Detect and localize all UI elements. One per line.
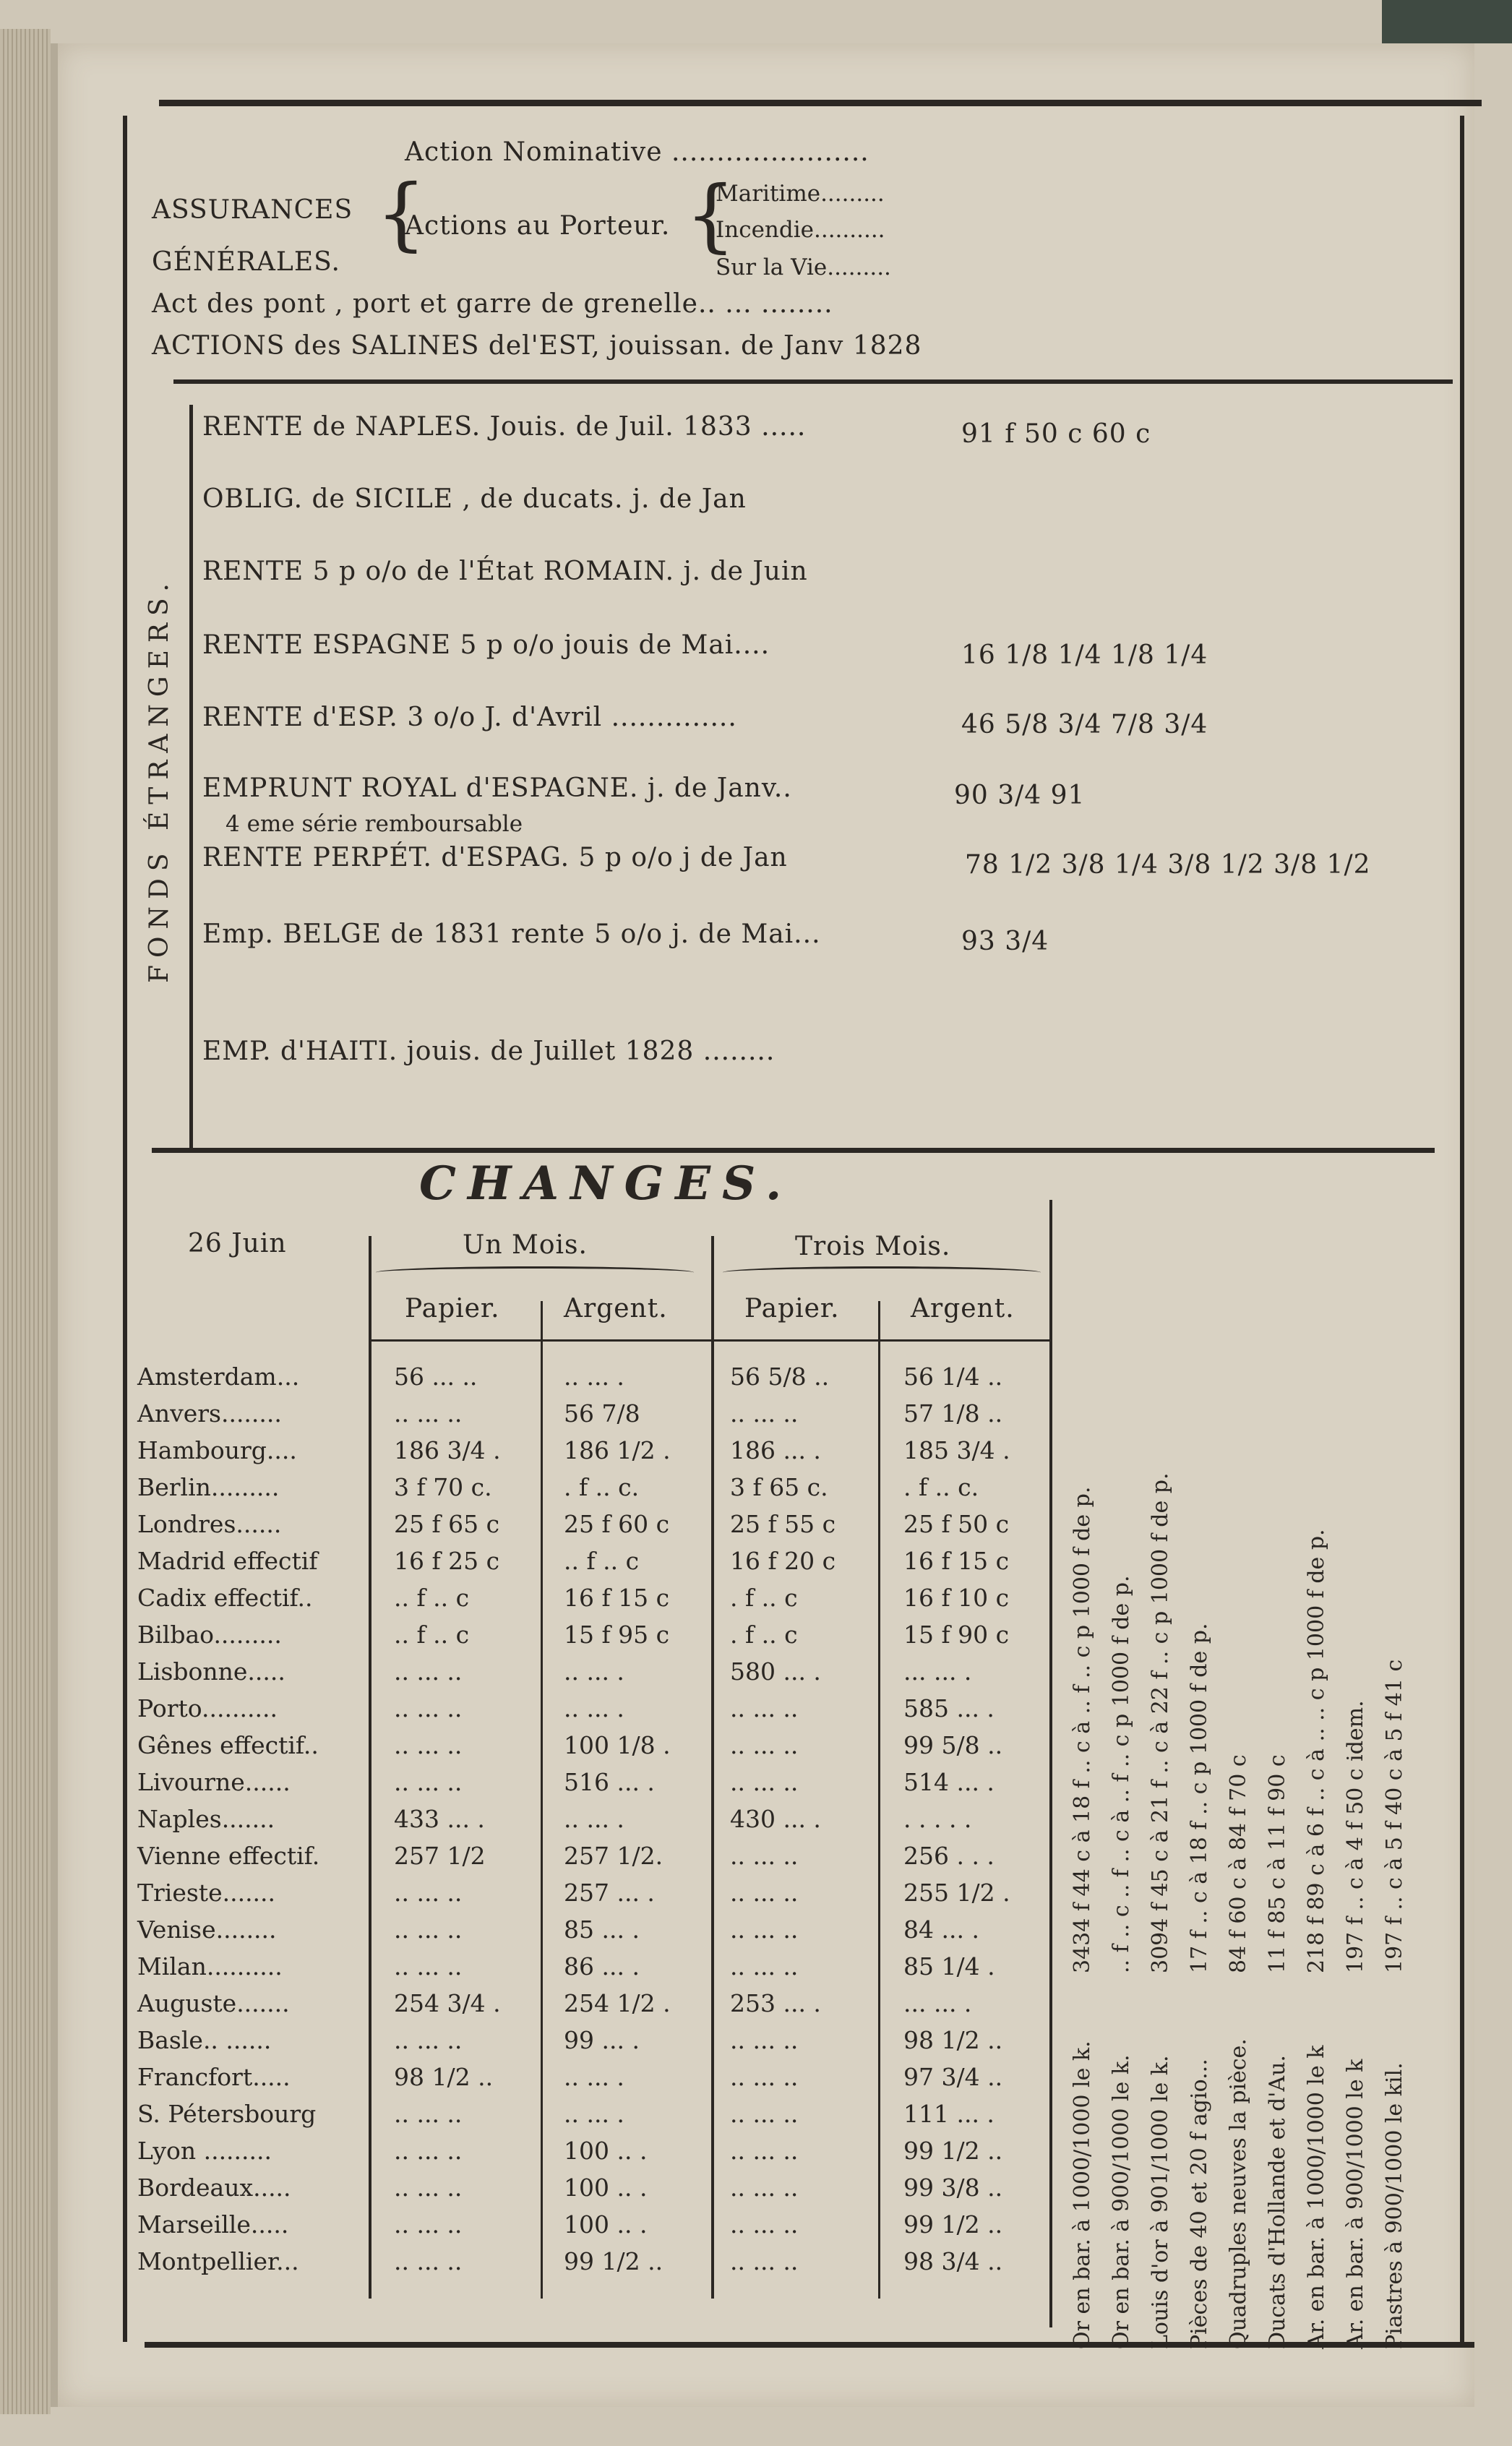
city-name: S. Pétersbourg: [137, 2100, 317, 2128]
rate-p1: .. ... ..: [394, 2173, 463, 2202]
rate-p3: 56 5/8 ..: [730, 1363, 830, 1391]
actions-pont: Act des pont , port et garre de grenelle.. ... ........: [152, 289, 833, 319]
rates-table: [137, 1363, 1077, 2302]
city-name: Marseille.....: [137, 2210, 289, 2239]
rate-a3: 111 ... .: [903, 2100, 995, 2128]
assurances-label-1: ASSURANCES: [152, 195, 353, 225]
un-mois-header: Un Mois.: [463, 1230, 588, 1260]
rate-p1: 433 ... .: [394, 1805, 485, 1833]
rate-p1: .. ... ..: [394, 2100, 463, 2128]
rate-p3: .. ... ..: [730, 2173, 799, 2202]
rate-p1: .. f .. c: [394, 1584, 470, 1612]
fonds-item-value: 16 1/8 1/4 1/8 1/4: [961, 640, 1208, 670]
fonds-item-name: RENTE PERPÉT. d'ESPAG. 5 p o/o j de Jan: [202, 843, 788, 872]
rate-a1: 257 ... .: [564, 1879, 655, 1907]
city-name: Bilbao.........: [137, 1621, 282, 1649]
metal-value: 197 f .. c à 4 f 50 c idem.: [1343, 1700, 1368, 1973]
rate-p1: 98 1/2 ..: [394, 2063, 494, 2091]
rate-p1: 3 f 70 c.: [394, 1473, 492, 1501]
changes-date: 26 Juin: [188, 1229, 287, 1258]
city-name: Livourne......: [137, 1768, 291, 1796]
table-row: [137, 1584, 1149, 1621]
papier-header-3: Papier.: [744, 1294, 840, 1323]
rate-a1: 99 1/2 ..: [564, 2247, 663, 2275]
right-border: [1460, 116, 1464, 2342]
city-name: Gênes effectif..: [137, 1731, 319, 1759]
metal-value: 218 f 89 c à 6 f .. c à .. .. c p 1000 f de p.: [1304, 1529, 1329, 1973]
table-row: [137, 2137, 1149, 2173]
table-row: [137, 1952, 1149, 1989]
rate-a3: ... ... .: [903, 1989, 972, 2017]
fonds-item-name: Emp. BELGE de 1831 rente 5 o/o j. de Mai...: [202, 919, 821, 949]
header-underline: [370, 1339, 1049, 1342]
rate-p3: .. ... ..: [730, 1915, 799, 1944]
city-name: Vienne effectif.: [137, 1842, 320, 1870]
book-page-edges: [0, 29, 51, 2414]
table-row: [137, 2100, 1149, 2137]
rate-p1: .. ... ..: [394, 1694, 463, 1722]
rate-p3: .. ... ..: [730, 1694, 799, 1722]
metal-label: Ar. en bar. à 1000/1000 le k: [1304, 2045, 1329, 2349]
assurances-brace: {: [376, 167, 426, 259]
book-cover-corner: [1382, 0, 1512, 43]
rate-p1: .. ... ..: [394, 2137, 463, 2165]
metal-label: Louis d'or à 901/1000 le k.: [1148, 2055, 1173, 2349]
rate-a3: 585 ... .: [903, 1694, 995, 1722]
metal-value: .. f .. c .. f .. c à .. f .. c p 1000 f de p.: [1109, 1575, 1134, 1973]
trois-mois-bracket: [723, 1266, 1041, 1279]
table-row: [137, 2247, 1149, 2284]
assurances-label-2: GÉNÉRALES.: [152, 247, 340, 277]
rate-a1: .. ... .: [564, 1657, 624, 1686]
fonds-item-name: RENTE d'ESP. 3 o/o J. d'Avril ..............: [202, 703, 737, 732]
city-name: Basle.. ......: [137, 2026, 272, 2054]
city-name: Lisbonne.....: [137, 1657, 285, 1686]
rate-a1: 56 7/8: [564, 1399, 640, 1428]
changes-title: CHANGES.: [419, 1157, 794, 1211]
rate-a1: .. ... .: [564, 1694, 624, 1722]
rate-p3: 16 f 20 c: [730, 1547, 836, 1575]
rate-a1: 99 ... .: [564, 2026, 640, 2054]
table-row: [137, 1547, 1149, 1584]
metal-label: Or en bar. à 1000/1000 le k.: [1070, 2041, 1095, 2349]
rate-p3: .. ... ..: [730, 2247, 799, 2275]
rate-p3: .. ... ..: [730, 2026, 799, 2054]
fonds-item-value: 91 f 50 c 60 c: [961, 419, 1151, 449]
rate-a1: .. ... .: [564, 2063, 624, 2091]
rate-a3: 85 1/4 .: [903, 1952, 995, 1981]
metals-section: [1062, 1200, 1453, 2356]
rate-a3: 16 f 15 c: [903, 1547, 1010, 1575]
rate-a3: 99 1/2 ..: [903, 2137, 1003, 2165]
rate-a1: 15 f 95 c: [564, 1621, 670, 1649]
city-name: Hambourg....: [137, 1436, 297, 1464]
rate-a1: 25 f 60 c: [564, 1510, 670, 1538]
rate-a3: 99 3/8 ..: [903, 2173, 1003, 2202]
metal-value: 3094 f 45 c à 21 f .. c à 22 f .. c p 1000 f de p.: [1148, 1472, 1173, 1973]
table-row: [137, 1915, 1149, 1952]
city-name: Milan..........: [137, 1952, 283, 1981]
metal-value: 197 f .. c à 5 f 40 c à 5 f 41 c: [1382, 1659, 1407, 1973]
fonds-sub-note: 4 eme série remboursable: [225, 811, 523, 837]
fonds-item-value: 46 5/8 3/4 7/8 3/4: [961, 710, 1208, 739]
city-name: Londres......: [137, 1510, 282, 1538]
rate-p3: .. ... ..: [730, 1399, 799, 1428]
rate-p3: .. ... ..: [730, 2063, 799, 2091]
rate-p1: .. f .. c: [394, 1621, 470, 1649]
table-row: [137, 1399, 1149, 1436]
metal-label: Or en bar. à 900/1000 le k.: [1109, 2054, 1134, 2349]
top-border: [159, 100, 1482, 106]
rate-a3: 99 5/8 ..: [903, 1731, 1003, 1759]
left-border: [123, 116, 127, 2342]
table-row: [137, 1805, 1149, 1842]
rate-a1: .. ... .: [564, 1805, 624, 1833]
table-row: [137, 2026, 1149, 2063]
rate-a1: .. f .. c: [564, 1547, 640, 1575]
rate-a3: 99 1/2 ..: [903, 2210, 1003, 2239]
table-row: [137, 1989, 1149, 2026]
rate-p3: .. ... ..: [730, 1731, 799, 1759]
rate-a3: 56 1/4 ..: [903, 1363, 1003, 1391]
rate-p1: .. ... ..: [394, 2210, 463, 2239]
rate-p3: 430 ... .: [730, 1805, 821, 1833]
argent-header-1: Argent.: [564, 1294, 668, 1323]
rate-a3: 256 . . .: [903, 1842, 995, 1870]
rate-p3: .. ... ..: [730, 1768, 799, 1796]
rate-p1: .. ... ..: [394, 2247, 463, 2275]
rate-p3: 186 ... .: [730, 1436, 821, 1464]
rate-p1: 16 f 25 c: [394, 1547, 500, 1575]
rate-p3: 253 ... .: [730, 1989, 821, 2017]
rate-p3: .. ... ..: [730, 1952, 799, 1981]
city-name: Venise........: [137, 1915, 277, 1944]
rate-a1: 100 .. .: [564, 2210, 648, 2239]
table-row: [137, 1621, 1149, 1657]
assurance-maritime: Maritime.........: [716, 181, 885, 207]
rate-a3: 16 f 10 c: [903, 1584, 1010, 1612]
ledger-page: [51, 43, 1474, 2407]
rate-p3: .. ... ..: [730, 1879, 799, 1907]
rate-p1: 25 f 65 c: [394, 1510, 500, 1538]
rate-p1: 257 1/2: [394, 1842, 486, 1870]
table-row: [137, 2173, 1149, 2210]
rate-p1: .. ... ..: [394, 1731, 463, 1759]
table-row: [137, 2063, 1149, 2100]
city-name: Trieste.......: [137, 1879, 276, 1907]
rate-p1: .. ... ..: [394, 1915, 463, 1944]
city-name: Bordeaux.....: [137, 2173, 291, 2202]
rate-p3: .. ... ..: [730, 2137, 799, 2165]
rate-a1: . f .. c.: [564, 1473, 640, 1501]
rate-a1: 86 ... .: [564, 1952, 640, 1981]
metal-value: 84 f 60 c à 84 f 70 c: [1226, 1754, 1251, 1973]
rate-p1: .. ... ..: [394, 1399, 463, 1428]
table-row: [137, 1657, 1149, 1694]
rate-p1: 186 3/4 .: [394, 1436, 501, 1464]
city-name: Anvers........: [137, 1399, 282, 1428]
fonds-item-name: EMP. d'HAITI. jouis. de Juillet 1828 ........: [202, 1037, 776, 1066]
rate-a1: 100 .. .: [564, 2173, 648, 2202]
rate-a1: 257 1/2.: [564, 1842, 663, 1870]
fonds-item-value: 78 1/2 3/8 1/4 3/8 1/2 3/8 1/2: [965, 850, 1371, 880]
metal-label: Ducats d'Hollande et d'Au.: [1265, 2055, 1290, 2349]
actions-salines: ACTIONS des SALINES del'EST, jouissan. de Janv 1828: [152, 331, 922, 361]
rate-a1: 85 ... .: [564, 1915, 640, 1944]
rate-p3: 25 f 55 c: [730, 1510, 836, 1538]
fonds-item-name: RENTE 5 p o/o de l'État ROMAIN. j. de Juin: [202, 557, 808, 586]
table-row: [137, 1510, 1149, 1547]
fonds-top-rule: [173, 379, 1453, 384]
rate-a3: 98 3/4 ..: [903, 2247, 1003, 2275]
rate-p1: .. ... ..: [394, 1768, 463, 1796]
city-name: Berlin.........: [137, 1473, 280, 1501]
table-row: [137, 1879, 1149, 1915]
table-row: [137, 1363, 1149, 1399]
rate-p3: 580 ... .: [730, 1657, 821, 1686]
rate-p1: 56 ... ..: [394, 1363, 478, 1391]
table-row: [137, 1731, 1149, 1768]
metal-label: Pièces de 40 et 20 f agio...: [1187, 2059, 1212, 2349]
assurance-incendie: Incendie..........: [716, 217, 885, 243]
rate-a3: 514 ... .: [903, 1768, 995, 1796]
assurance-vie: Sur la Vie.........: [716, 254, 891, 280]
rate-a3: 84 ... .: [903, 1915, 979, 1944]
rate-a1: .. ... .: [564, 2100, 624, 2128]
city-name: Auguste.......: [137, 1989, 290, 2017]
trois-mois-header: Trois Mois.: [795, 1232, 951, 1261]
rate-p1: .. ... ..: [394, 1657, 463, 1686]
fonds-item-name: RENTE ESPAGNE 5 p o/o jouis de Mai....: [202, 630, 770, 660]
rate-p3: . f .. c: [730, 1584, 798, 1612]
table-row: [137, 2210, 1149, 2247]
metal-label: Ar. en bar. à 900/1000 le k: [1343, 2059, 1368, 2349]
rate-a1: 516 ... .: [564, 1768, 655, 1796]
city-name: Francfort.....: [137, 2063, 291, 2091]
rate-a3: . f .. c.: [903, 1473, 979, 1501]
rate-a3: . . . . .: [903, 1805, 972, 1833]
metal-label: Piastres à 900/1000 le kil.: [1382, 2062, 1407, 2349]
fonds-item-name: RENTE de NAPLES. Jouis. de Juil. 1833 .....: [202, 412, 807, 442]
rate-a3: 57 1/8 ..: [903, 1399, 1003, 1428]
rate-p1: 254 3/4 .: [394, 1989, 501, 2017]
rate-a3: ... ... .: [903, 1657, 972, 1686]
city-name: Naples.......: [137, 1805, 275, 1833]
rate-p3: 3 f 65 c.: [730, 1473, 828, 1501]
metal-value: 17 f .. c à 18 f .. c p 1000 f de p.: [1187, 1623, 1212, 1973]
table-row: [137, 1842, 1149, 1879]
un-mois-bracket: [376, 1266, 694, 1279]
rate-a3: 255 1/2 .: [903, 1879, 1010, 1907]
fonds-item-name: OBLIG. de SICILE , de ducats. j. de Jan: [202, 484, 747, 514]
rate-a3: 25 f 50 c: [903, 1510, 1010, 1538]
fonds-item-value: 90 3/4 91: [954, 781, 1086, 810]
rate-a1: 100 .. .: [564, 2137, 648, 2165]
rate-a3: 98 1/2 ..: [903, 2026, 1003, 2054]
city-name: Lyon .........: [137, 2137, 272, 2165]
rate-p1: .. ... ..: [394, 1879, 463, 1907]
table-row: [137, 1694, 1149, 1731]
table-row: [137, 1768, 1149, 1805]
argent-header-3: Argent.: [911, 1294, 1015, 1323]
metal-value: 3434 f 44 c à 18 f .. c à .. f .. c p 1000 f de p.: [1070, 1486, 1095, 1973]
rate-a1: 186 1/2 .: [564, 1436, 671, 1464]
city-name: Montpellier...: [137, 2247, 299, 2275]
city-name: Porto..........: [137, 1694, 278, 1722]
rate-p3: .. ... ..: [730, 1842, 799, 1870]
metal-label: Quadruples neuves la pièce.: [1226, 2038, 1251, 2349]
fonds-item-name: EMPRUNT ROYAL d'ESPAGNE. j. de Janv..: [202, 773, 792, 803]
metal-value: 11 f 85 c à 11 f 90 c: [1265, 1754, 1290, 1973]
fonds-bracket: [189, 405, 193, 1149]
rate-a3: 97 3/4 ..: [903, 2063, 1003, 2091]
papier-header-1: Papier.: [405, 1294, 500, 1323]
action-nominative: Action Nominative ......................: [405, 137, 869, 167]
porteur-brace: {: [685, 168, 736, 261]
rate-p3: . f .. c: [730, 1621, 798, 1649]
rate-a3: 15 f 90 c: [903, 1621, 1010, 1649]
city-name: Amsterdam...: [137, 1363, 300, 1391]
table-row: [137, 1436, 1149, 1473]
city-name: Cadix effectif..: [137, 1584, 313, 1612]
rate-a1: .. ... .: [564, 1363, 624, 1391]
rate-p1: .. ... ..: [394, 2026, 463, 2054]
fonds-side-label: FONDS ÉTRANGERS.: [145, 576, 174, 983]
rate-p3: .. ... ..: [730, 2100, 799, 2128]
actions-porteur: Actions au Porteur.: [405, 211, 671, 241]
rate-p1: .. ... ..: [394, 1952, 463, 1981]
rate-a1: 16 f 15 c: [564, 1584, 670, 1612]
rate-a1: 254 1/2 .: [564, 1989, 671, 2017]
fonds-item-value: 93 3/4: [961, 927, 1049, 956]
rate-p3: .. ... ..: [730, 2210, 799, 2239]
table-row: [137, 1473, 1149, 1510]
rate-a1: 100 1/8 .: [564, 1731, 671, 1759]
city-name: Madrid effectif: [137, 1547, 318, 1575]
rate-a3: 185 3/4 .: [903, 1436, 1010, 1464]
changes-top-rule: [152, 1148, 1435, 1153]
